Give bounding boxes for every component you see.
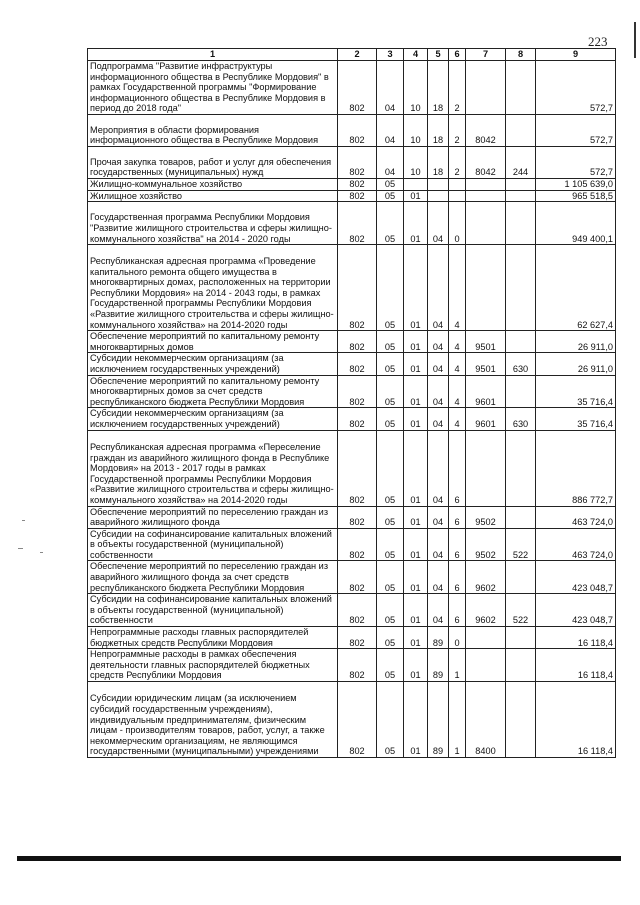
target-item-code <box>466 178 506 190</box>
header-col-8: 8 <box>506 49 536 61</box>
expense-type-code <box>506 202 536 245</box>
ministry-code: 802 <box>338 353 377 375</box>
expense-name: Государственная программа Республики Мордовия "Развитие жилищного строительства и сферы жилищно-коммунального хозяйства" на 2014 - 2020 годы <box>88 202 338 245</box>
header-col-2: 2 <box>338 49 377 61</box>
expense-name: Республиканская адресная программа «Проведение капитального ремонта общего имущества в многоквартирных домах, расположенных на территории Республики Мордовия» на 2014 - 2043 годы, в рамках Государственной программы Республики Мордовия «Развитие жилищного строительства и сферы жилищно-коммунального хозяйства» на 2014-2020 годы <box>88 245 338 331</box>
program-code: 04 <box>428 430 449 506</box>
expense-name: Обеспечение мероприятий по капитальному ремонту многоквартирных домов за счет средств республиканского бюджета Республики Мордовия <box>88 375 338 408</box>
table-row <box>88 528 616 561</box>
program-code: 89 <box>428 627 449 649</box>
ministry-code: 802 <box>338 331 377 353</box>
target-item-code <box>466 627 506 649</box>
section-code: 05 <box>377 408 404 430</box>
expense-name: Республиканская адресная программа «Переселение граждан из аварийного жилищного фонда в Республике Мордовия» на 2013 - 2017 годы в рамках Государственной программы Республики Мордовия «Развитие жилищного строительства и сферы жилищно-коммунального хозяйства» на 2014-2020 годы <box>88 430 338 506</box>
table-row <box>88 561 616 594</box>
ministry-code: 802 <box>338 245 377 331</box>
expense-type-code <box>506 506 536 528</box>
table-row <box>88 178 616 190</box>
amount: 1 105 639,0 <box>536 178 616 190</box>
ministry-code: 802 <box>338 61 377 115</box>
subprogram-code: 6 <box>449 528 466 561</box>
program-code: 04 <box>428 528 449 561</box>
expense-name: Субсидии на софинансирование капитальных вложений в объекты государственной (муниципальной) собственности <box>88 528 338 561</box>
subsection-code: 01 <box>404 627 428 649</box>
expense-type-code <box>506 627 536 649</box>
subprogram-code: 0 <box>449 202 466 245</box>
target-item-code <box>466 202 506 245</box>
ministry-code: 802 <box>338 682 377 758</box>
program-code: 04 <box>428 594 449 627</box>
subsection-code: 01 <box>404 528 428 561</box>
section-code: 04 <box>377 146 404 178</box>
expense-type-code <box>506 682 536 758</box>
target-item-code: 8042 <box>466 146 506 178</box>
ministry-code: 802 <box>338 649 377 682</box>
subsection-code: 01 <box>404 408 428 430</box>
subsection-code: 01 <box>404 202 428 245</box>
program-code <box>428 190 449 202</box>
subsection-code: 01 <box>404 331 428 353</box>
program-code: 18 <box>428 114 449 146</box>
program-code: 04 <box>428 408 449 430</box>
subprogram-code: 2 <box>449 61 466 115</box>
amount: 572,7 <box>536 146 616 178</box>
table-row <box>88 375 616 408</box>
program-code: 18 <box>428 61 449 115</box>
target-item-code: 9602 <box>466 561 506 594</box>
section-code: 05 <box>377 649 404 682</box>
section-code: 05 <box>377 202 404 245</box>
amount: 16 118,4 <box>536 682 616 758</box>
scan-noise <box>18 548 23 549</box>
expense-type-code: 630 <box>506 408 536 430</box>
table-row <box>88 202 616 245</box>
program-code: 04 <box>428 353 449 375</box>
amount: 572,7 <box>536 114 616 146</box>
section-code: 05 <box>377 506 404 528</box>
subsection-code: 01 <box>404 561 428 594</box>
table-row <box>88 408 616 430</box>
target-item-code: 9601 <box>466 408 506 430</box>
subsection-code: 10 <box>404 61 428 115</box>
section-code: 05 <box>377 627 404 649</box>
amount: 949 400,1 <box>536 202 616 245</box>
subprogram-code: 6 <box>449 561 466 594</box>
amount: 62 627,4 <box>536 245 616 331</box>
ministry-code: 802 <box>338 528 377 561</box>
target-item-code <box>466 649 506 682</box>
section-code: 05 <box>377 353 404 375</box>
program-code: 04 <box>428 331 449 353</box>
subprogram-code: 0 <box>449 627 466 649</box>
table-row <box>88 594 616 627</box>
expense-type-code <box>506 430 536 506</box>
subsection-code: 01 <box>404 353 428 375</box>
section-code: 05 <box>377 682 404 758</box>
program-code: 04 <box>428 506 449 528</box>
expense-type-code: 522 <box>506 528 536 561</box>
page-bottom-rule <box>17 856 621 861</box>
table-row <box>88 430 616 506</box>
header-col-4: 4 <box>404 49 428 61</box>
target-item-code: 9501 <box>466 331 506 353</box>
target-item-code: 8400 <box>466 682 506 758</box>
expense-type-code <box>506 649 536 682</box>
subprogram-code: 4 <box>449 408 466 430</box>
expense-type-code <box>506 245 536 331</box>
ministry-code: 802 <box>338 408 377 430</box>
amount: 35 716,4 <box>536 375 616 408</box>
amount: 26 911,0 <box>536 353 616 375</box>
subsection-code: 01 <box>404 375 428 408</box>
subprogram-code: 2 <box>449 114 466 146</box>
amount: 26 911,0 <box>536 331 616 353</box>
subprogram-code: 4 <box>449 245 466 331</box>
subsection-code: 10 <box>404 114 428 146</box>
subprogram-code <box>449 190 466 202</box>
section-code: 05 <box>377 561 404 594</box>
expense-name: Непрограммные расходы в рамках обеспечения деятельности главных распорядителей бюджетных средств Республики Мордовия <box>88 649 338 682</box>
expense-name: Субсидии юридическим лицам (за исключением субсидий государственным учреждениям), индивидуальным предпринимателям, физическим лицам - производителям товаров, работ, услуг, а также некоммерческим организациям, не являющимся государственными (муниципальными) учреждениями <box>88 682 338 758</box>
section-code: 04 <box>377 61 404 115</box>
subsection-code: 01 <box>404 649 428 682</box>
target-item-code <box>466 61 506 115</box>
subsection-code: 01 <box>404 430 428 506</box>
target-item-code: 9501 <box>466 353 506 375</box>
page-number: 223 <box>588 34 608 49</box>
program-code <box>428 178 449 190</box>
ministry-code: 802 <box>338 594 377 627</box>
subprogram-code <box>449 178 466 190</box>
amount: 35 716,4 <box>536 408 616 430</box>
ministry-code: 802 <box>338 506 377 528</box>
expense-type-code: 244 <box>506 146 536 178</box>
ministry-code: 802 <box>338 202 377 245</box>
subsection-code: 01 <box>404 594 428 627</box>
expense-name: Жилищно-коммунальное хозяйство <box>88 178 338 190</box>
section-code: 05 <box>377 430 404 506</box>
program-code: 18 <box>428 146 449 178</box>
ministry-code: 802 <box>338 178 377 190</box>
ministry-code: 802 <box>338 561 377 594</box>
expense-type-code: 630 <box>506 353 536 375</box>
amount: 423 048,7 <box>536 561 616 594</box>
ministry-code: 802 <box>338 190 377 202</box>
table-header-row <box>88 49 616 61</box>
amount: 572,7 <box>536 61 616 115</box>
table-row <box>88 190 616 202</box>
section-code: 05 <box>377 594 404 627</box>
amount: 965 518,5 <box>536 190 616 202</box>
table-row <box>88 245 616 331</box>
expense-name: Обеспечение мероприятий по переселению граждан из аварийного жилищного фонда <box>88 506 338 528</box>
subsection-code: 01 <box>404 245 428 331</box>
program-code: 89 <box>428 649 449 682</box>
ministry-code: 802 <box>338 627 377 649</box>
expense-name: Субсидии некоммерческим организациям (за исключением государственных учреждений) <box>88 353 338 375</box>
program-code: 04 <box>428 561 449 594</box>
target-item-code: 9602 <box>466 594 506 627</box>
scan-edge-mark <box>634 22 636 58</box>
target-item-code <box>466 190 506 202</box>
table-row <box>88 353 616 375</box>
target-item-code: 9502 <box>466 528 506 561</box>
expense-name: Прочая закупка товаров, работ и услуг для обеспечения государственных (муниципальных) нужд <box>88 146 338 178</box>
subsection-code: 01 <box>404 190 428 202</box>
expense-name: Субсидии некоммерческим организациям (за исключением государственных учреждений) <box>88 408 338 430</box>
subprogram-code: 6 <box>449 594 466 627</box>
scan-noise <box>40 552 43 553</box>
header-col-3: 3 <box>377 49 404 61</box>
expense-name: Подпрограмма "Развитие инфраструктуры информационного общества в Республике Мордовия" в рамках Государственной программы "Формирование информационного общества в Республике Мордовия в период до 2018 года" <box>88 61 338 115</box>
section-code: 05 <box>377 178 404 190</box>
expense-name: Непрограммные расходы главных распорядителей бюджетных средств Республики Мордовия <box>88 627 338 649</box>
table-row <box>88 114 616 146</box>
ministry-code: 802 <box>338 430 377 506</box>
expense-type-code <box>506 375 536 408</box>
ministry-code: 802 <box>338 375 377 408</box>
expense-type-code: 522 <box>506 594 536 627</box>
expense-type-code <box>506 190 536 202</box>
program-code: 04 <box>428 375 449 408</box>
expense-type-code <box>506 178 536 190</box>
section-code: 05 <box>377 190 404 202</box>
subprogram-code: 4 <box>449 331 466 353</box>
expense-type-code <box>506 561 536 594</box>
subsection-code: 01 <box>404 682 428 758</box>
target-item-code: 9601 <box>466 375 506 408</box>
subprogram-code: 1 <box>449 649 466 682</box>
header-col-1: 1 <box>88 49 338 61</box>
subprogram-code: 1 <box>449 682 466 758</box>
expense-type-code <box>506 331 536 353</box>
amount: 886 772,7 <box>536 430 616 506</box>
amount: 423 048,7 <box>536 594 616 627</box>
amount: 16 118,4 <box>536 649 616 682</box>
table-row <box>88 331 616 353</box>
target-item-code <box>466 430 506 506</box>
subprogram-code: 6 <box>449 430 466 506</box>
target-item-code <box>466 245 506 331</box>
table-row <box>88 506 616 528</box>
amount: 16 118,4 <box>536 627 616 649</box>
target-item-code: 9502 <box>466 506 506 528</box>
table-row <box>88 682 616 758</box>
section-code: 05 <box>377 331 404 353</box>
budget-table <box>87 48 616 758</box>
scan-noise <box>22 520 25 521</box>
program-code: 04 <box>428 245 449 331</box>
subprogram-code: 6 <box>449 506 466 528</box>
expense-type-code <box>506 114 536 146</box>
subsection-code: 01 <box>404 506 428 528</box>
expense-name: Субсидии на софинансирование капитальных вложений в объекты государственной (муниципальной) собственности <box>88 594 338 627</box>
subprogram-code: 2 <box>449 146 466 178</box>
header-col-5: 5 <box>428 49 449 61</box>
section-code: 05 <box>377 528 404 561</box>
expense-name: Мероприятия в области формирования информационного общества в Республике Мордовия <box>88 114 338 146</box>
subprogram-code: 4 <box>449 375 466 408</box>
expense-name: Жилищное хозяйство <box>88 190 338 202</box>
section-code: 04 <box>377 114 404 146</box>
header-col-7: 7 <box>466 49 506 61</box>
target-item-code: 8042 <box>466 114 506 146</box>
header-col-6: 6 <box>449 49 466 61</box>
section-code: 05 <box>377 375 404 408</box>
ministry-code: 802 <box>338 146 377 178</box>
program-code: 89 <box>428 682 449 758</box>
amount: 463 724,0 <box>536 506 616 528</box>
expense-type-code <box>506 61 536 115</box>
amount: 463 724,0 <box>536 528 616 561</box>
header-col-9: 9 <box>536 49 616 61</box>
table-row <box>88 627 616 649</box>
section-code: 05 <box>377 245 404 331</box>
program-code: 04 <box>428 202 449 245</box>
table-row <box>88 649 616 682</box>
subprogram-code: 4 <box>449 353 466 375</box>
subsection-code: 10 <box>404 146 428 178</box>
table-row <box>88 61 616 115</box>
ministry-code: 802 <box>338 114 377 146</box>
expense-name: Обеспечение мероприятий по переселению граждан из аварийного жилищного фонда за счет средств республиканского бюджета Республики Мордовия <box>88 561 338 594</box>
expense-name: Обеспечение мероприятий по капитальному ремонту многоквартирных домов <box>88 331 338 353</box>
table-row <box>88 146 616 178</box>
subsection-code <box>404 178 428 190</box>
